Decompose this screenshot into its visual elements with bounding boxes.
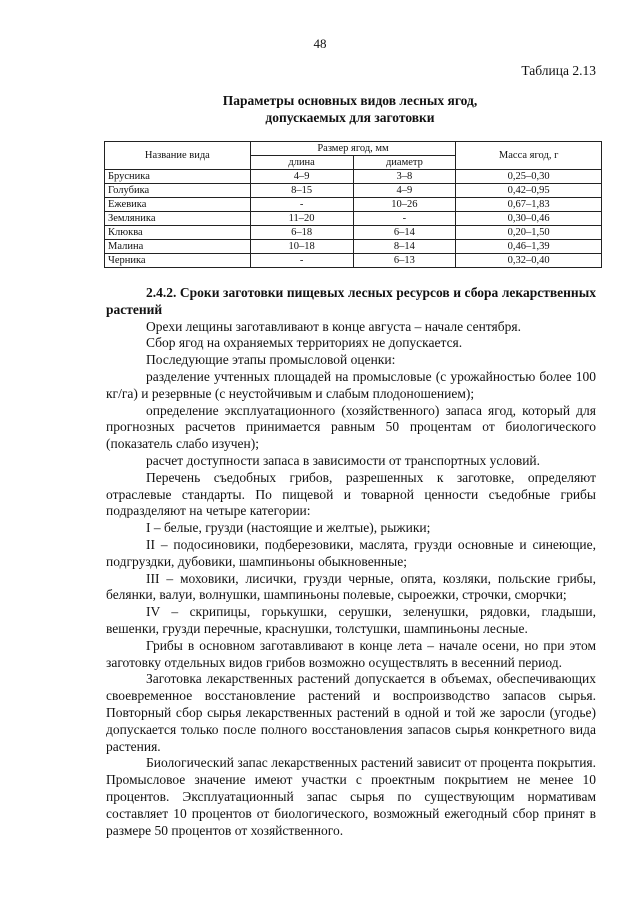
header-species-name: Название вида (105, 142, 251, 170)
header-berry-mass: Масса ягод, г (456, 142, 602, 170)
table-title (100, 92, 600, 126)
diameter-cell: 6–13 (353, 254, 456, 268)
table-row (105, 226, 602, 240)
paragraph: IV – скрипицы, горькушки, серушки, зеленушки, рядовки, гладыши, вешенки, грузди перечные, краснушки, толстушки, шампиньоны лесные. (106, 604, 596, 636)
species-cell: Черника (105, 254, 251, 268)
paragraph: II – подосиновики, подберезовики, маслята, грузди основные и синеющие, подгруздки, дубовики, шампиньоны обыкновенные; (106, 536, 596, 569)
table-row (105, 254, 602, 268)
table-title-line: допускаемых для заготовки (265, 110, 435, 125)
diameter-cell: 6–14 (353, 226, 456, 240)
species-cell: Ежевика (105, 198, 251, 212)
table-caption: Таблица 2.13 (521, 63, 596, 78)
table-row (105, 212, 602, 226)
diameter-cell: 4–9 (353, 184, 456, 198)
length-cell: - (250, 254, 353, 268)
paragraph: Орехи лещины заготавливают в конце августа – начале сентября. (146, 318, 521, 334)
section-heading: 2.4.2. Сроки заготовки пищевых лесных ресурсов и сбора лекарственных растений (106, 285, 596, 317)
paragraph: I – белые, грузди (настоящие и желтые), рыжики; (146, 520, 431, 536)
diameter-cell: - (353, 212, 456, 226)
table-row (105, 184, 602, 198)
species-cell: Земляника (105, 212, 251, 226)
length-cell: 8–15 (250, 184, 353, 198)
paragraph: расчет доступности запаса в зависимости от транспортных условий. (146, 452, 541, 468)
mass-cell: 0,20–1,50 (456, 226, 602, 240)
mass-cell: 0,46–1,39 (456, 240, 602, 254)
length-cell: 4–9 (250, 170, 353, 184)
diameter-cell: 10–26 (353, 198, 456, 212)
page-number: 48 (313, 36, 327, 51)
header-length: длина (250, 156, 353, 170)
length-cell: 10–18 (250, 240, 353, 254)
diameter-cell: 8–14 (353, 240, 456, 254)
diameter-cell: 3–8 (353, 170, 456, 184)
paragraph: Грибы в основном заготавливают в конце лета – начале осени, но при этом заготовку отдельных видов грибов возможно осуществлять в весенний период. (106, 637, 596, 670)
mass-cell: 0,67–1,83 (456, 198, 602, 212)
paragraph: Биологический запас лекарственных растений зависит от процента покрытия. Промысловое значение имеют участки с проектным покрытием не менее 10 процентов. Эксплуатационный запас сырья по существующим нормативам составляет 10 процентов от биологического, возможный ежегодный сбор принят в размере 50 процентов от хозяйственного. (106, 755, 596, 838)
table-row (105, 170, 602, 184)
header-berry-size: Размер ягод, мм (250, 142, 456, 156)
species-cell: Брусника (105, 170, 251, 184)
species-cell: Клюква (105, 226, 251, 240)
table-row (105, 240, 602, 254)
length-cell: 6–18 (250, 226, 353, 240)
table-row (105, 198, 602, 212)
mass-cell: 0,32–0,40 (456, 254, 602, 268)
paragraph: Заготовка лекарственных растений допускается в объемах, обеспечивающих своевременное восстановление растений и воспроизводство запасов сырья. Повторный сбор сырья лекарственных растений в одной и той же заросли (угодье) допускается только после полного восстановления запасов сырья конкретного вида растения. (106, 671, 596, 754)
length-cell: 11–20 (250, 212, 353, 226)
species-cell: Голубика (105, 184, 251, 198)
species-cell: Малина (105, 240, 251, 254)
length-cell: - (250, 198, 353, 212)
body-text (106, 285, 596, 839)
paragraph: Сбор ягод на охраняемых территориях не допускается. (146, 335, 463, 351)
paragraph: Последующие этапы промысловой оценки: (146, 352, 396, 368)
berry-parameters-table (104, 141, 602, 268)
table-title-line: Параметры основных видов лесных ягод, (222, 93, 478, 108)
mass-cell: 0,25–0,30 (456, 170, 602, 184)
mass-cell: 0,42–0,95 (456, 184, 602, 198)
header-diameter: диаметр (353, 156, 456, 170)
mass-cell: 0,30–0,46 (456, 212, 602, 226)
paragraph: Перечень съедобных грибов, разрешенных к заготовке, определяют отраслевые стандарты. По пищевой и товарной ценности съедобные грибы подразделяют на четыре категории: (106, 469, 596, 519)
paragraph: III – моховики, лисички, грузди черные, опята, козляки, польские грибы, белянки, валуи, волнушки, шампиньоны полевые, сыроежки, строчки, сморчки; (106, 570, 596, 603)
paragraph: разделение учтенных площадей на промысловые (с урожайностью более 100 кг/га) и резервные (с неустойчивым и слабым плодоношением); (106, 368, 596, 401)
paragraph: определение эксплуатационного (хозяйственного) запаса ягод, который для прогнозных расчетов принимается равным 50 процентам от биологического (показатель слабо изучен); (106, 402, 596, 452)
